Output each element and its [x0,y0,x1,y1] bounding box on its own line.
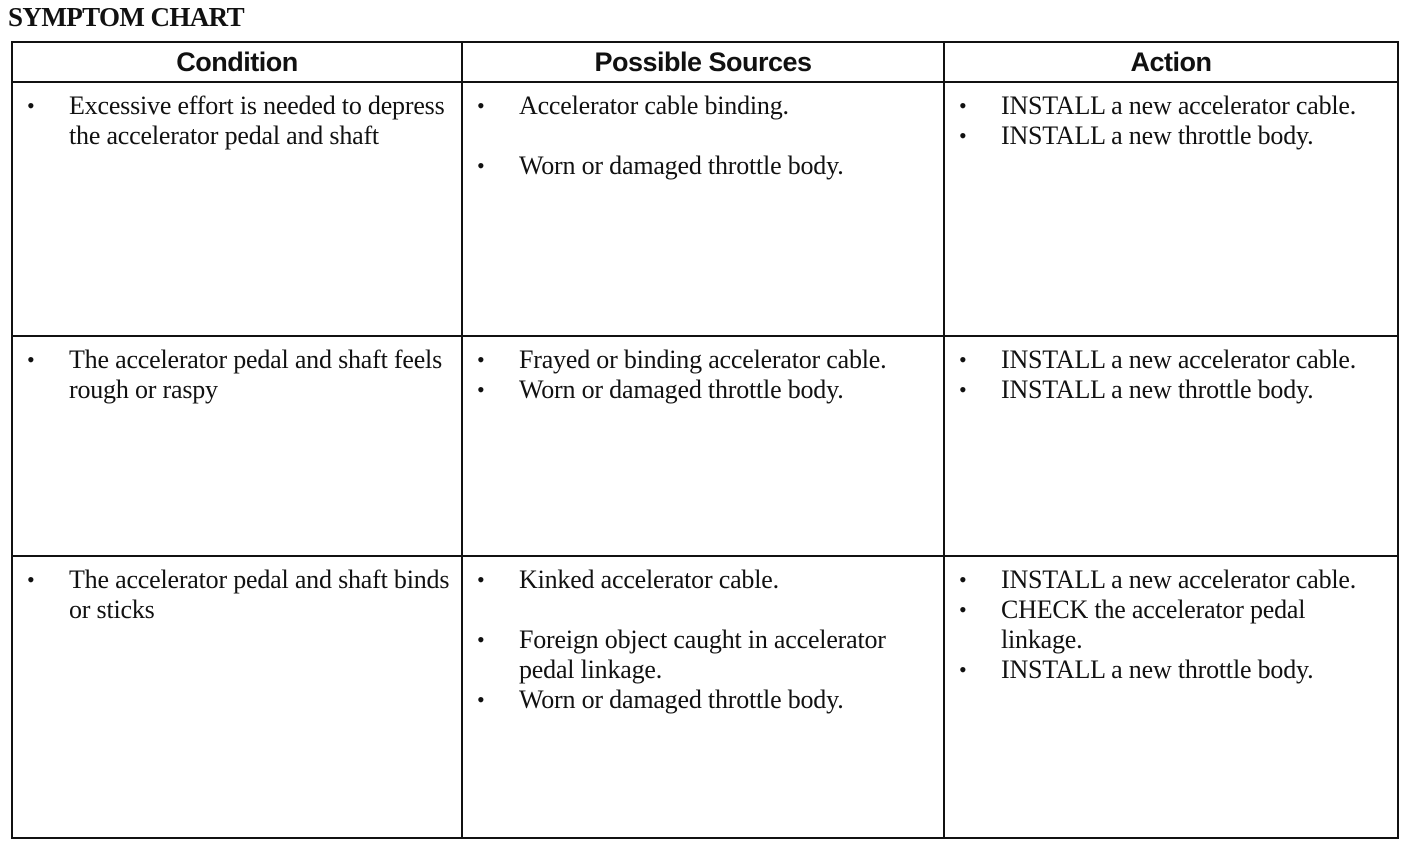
action-text: INSTALL a new accelerator cable. [1001,91,1357,120]
source-text: Worn or damaged throttle body. [519,151,844,180]
header-condition: Condition [12,42,462,82]
header-action: Action [944,42,1398,82]
bullet-icon: • [477,93,485,118]
bullet-icon: • [959,657,967,682]
action-text: INSTALL a new throttle body. [1001,375,1314,404]
symptom-table [11,41,1399,839]
action-cell [944,82,1398,336]
condition-cell [12,556,462,838]
condition-text: Excessive effort is needed to depress the accelerator pedal and shaft [69,91,445,150]
source-text: Worn or damaged throttle body. [519,685,844,714]
bullet-icon: • [959,347,967,372]
bullet-icon: • [477,687,485,712]
list-item [959,565,1387,595]
sources-cell [462,82,944,336]
action-text: INSTALL a new throttle body. [1001,655,1314,684]
action-text: INSTALL a new accelerator cable. [1001,345,1357,374]
bullet-icon: • [27,93,35,118]
list-item [959,121,1387,151]
chart-title: SYMPTOM CHART [8,2,245,32]
sources-cell [462,556,944,838]
table-row [12,336,1398,556]
list-item [27,91,451,151]
header-row [12,42,1398,82]
list-item [477,565,933,595]
bullet-icon: • [477,377,485,402]
action-text: CHECK the accelerator pedal linkage. [1001,595,1306,654]
bullet-icon: • [959,567,967,592]
bullet-icon: • [27,347,35,372]
source-text: Worn or damaged throttle body. [519,375,844,404]
action-text: INSTALL a new throttle body. [1001,121,1314,150]
action-cell [944,556,1398,838]
bullet-icon: • [477,153,485,178]
condition-cell [12,336,462,556]
list-item [477,151,933,181]
bullet-icon: • [27,567,35,592]
list-item [477,91,933,121]
table-row [12,556,1398,838]
action-text: INSTALL a new accelerator cable. [1001,565,1357,594]
bullet-icon: • [959,377,967,402]
list-item [959,91,1387,121]
bullet-icon: • [477,627,485,652]
header-possible-sources: Possible Sources [462,42,944,82]
list-item [959,375,1387,405]
bullet-icon: • [477,347,485,372]
source-text: Frayed or binding accelerator cable. [519,345,887,374]
list-item [959,595,1387,655]
list-item [477,375,933,405]
bullet-icon: • [959,123,967,148]
source-text: Foreign object caught in accelerator pedal linkage. [519,625,886,684]
list-item [959,655,1387,685]
list-item [959,345,1387,375]
condition-text: The accelerator pedal and shaft binds or sticks [69,565,450,624]
list-item [27,565,451,625]
source-text: Accelerator cable binding. [519,91,789,120]
list-item [27,345,451,405]
action-cell [944,336,1398,556]
bullet-icon: • [959,93,967,118]
list-item [477,625,933,685]
sources-cell [462,336,944,556]
list-item [477,345,933,375]
bullet-icon: • [959,597,967,622]
condition-text: The accelerator pedal and shaft feels rough or raspy [69,345,442,404]
condition-cell [12,82,462,336]
list-item [477,685,933,715]
bullet-icon: • [477,567,485,592]
table-row [12,82,1398,336]
source-text: Kinked accelerator cable. [519,565,779,594]
